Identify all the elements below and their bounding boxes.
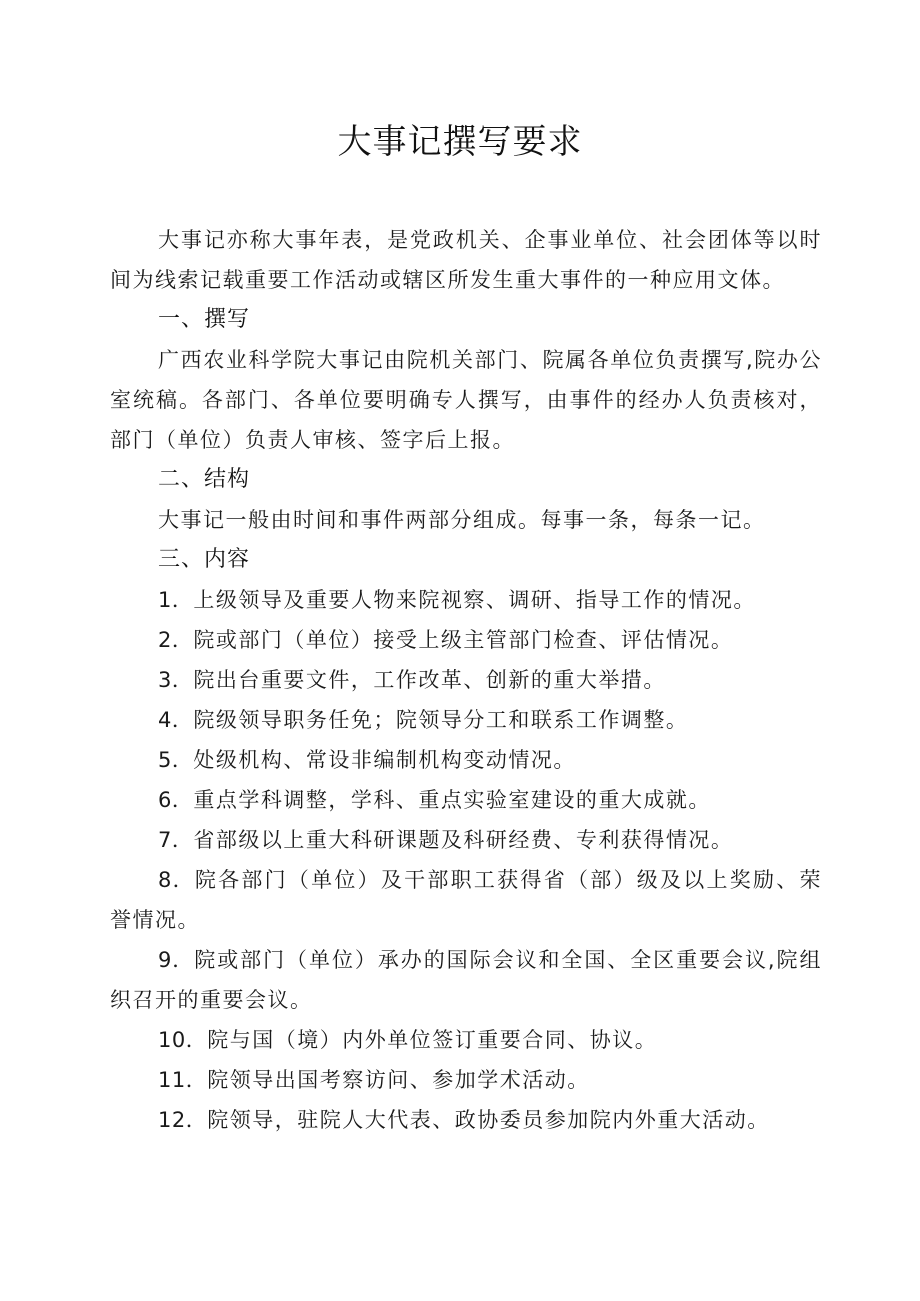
list-item-text: 院领导，驻院人大代表、政协委员参加院内外重大活动。	[207, 1108, 770, 1132]
section-heading-content: 三、内容	[158, 547, 251, 572]
list-item	[110, 1060, 822, 1100]
list-item	[110, 740, 822, 780]
list-item	[110, 820, 822, 860]
list-item-text: 院领导出国考察访问、参加学术活动。	[207, 1068, 590, 1092]
list-item	[110, 780, 822, 820]
list-item-number: 7．	[158, 828, 194, 852]
section-text-writing: 广西农业科学院大事记由院机关部门、院属各单位负责撰写,院办公室统稿。各部门、各单位要明确专人撰写，由事件的经办人负责核对，部门（单位）负责人审核、签字后上报。	[110, 348, 822, 452]
list-item	[110, 660, 822, 700]
list-item	[110, 1100, 822, 1140]
document-title: 大事记撰写要求	[337, 122, 583, 162]
list-item-number: 11．	[158, 1068, 208, 1092]
list-item-text: 重点学科调整，学科、重点实验室建设的重大成就。	[193, 788, 711, 812]
list-item	[110, 940, 822, 1020]
section-text-structure: 大事记一般由时间和事件两部分组成。每事一条，每条一记。	[158, 508, 766, 532]
list-item	[110, 580, 822, 620]
list-item-number: 12．	[158, 1108, 208, 1132]
list-item-text: 院或部门（单位）承办的国际会议和全国、全区重要会议,院组织召开的重要会议。	[110, 948, 822, 1012]
list-item-text: 院各部门（单位）及干部职工获得省（部）级及以上奖励、荣誉情况。	[110, 868, 822, 932]
list-item-number: 5．	[158, 748, 194, 772]
list-item	[110, 1020, 822, 1060]
list-item-text: 上级领导及重要人物来院视察、调研、指导工作的情况。	[193, 588, 756, 612]
list-item-number: 1．	[158, 588, 194, 612]
section-heading-structure: 二、结构	[158, 467, 251, 492]
intro-paragraph: 大事记亦称大事年表，是党政机关、企事业单位、社会团体等以时间为线索记载重要工作活动或辖区所发生重大事件的一种应用文体。	[110, 228, 822, 292]
list-item-text: 省部级以上重大科研课题及科研经费、专利获得情况。	[193, 828, 734, 852]
list-item-text: 处级机构、常设非编制机构变动情况。	[193, 748, 576, 772]
list-item-number: 6．	[158, 788, 194, 812]
list-item-text: 院级领导职务任免；院领导分工和联系工作调整。	[193, 708, 689, 732]
list-item-number: 2．	[158, 628, 194, 652]
document-body	[110, 220, 822, 1140]
list-item-number: 10．	[158, 1028, 208, 1052]
list-item	[110, 860, 822, 940]
list-item-number: 3．	[158, 668, 194, 692]
list-item-number: 4．	[158, 708, 194, 732]
list-item-number: 8．	[158, 868, 195, 892]
list-item	[110, 620, 822, 660]
section-heading-writing: 一、撰写	[158, 307, 251, 332]
list-item	[110, 700, 822, 740]
list-item-text: 院与国（境）内外单位签订重要合同、协议。	[207, 1028, 658, 1052]
list-item-text: 院出台重要文件，工作改革、创新的重大举措。	[193, 668, 666, 692]
list-item-number: 9．	[158, 948, 195, 972]
list-item-text: 院或部门（单位）接受上级主管部门检查、评估情况。	[193, 628, 734, 652]
